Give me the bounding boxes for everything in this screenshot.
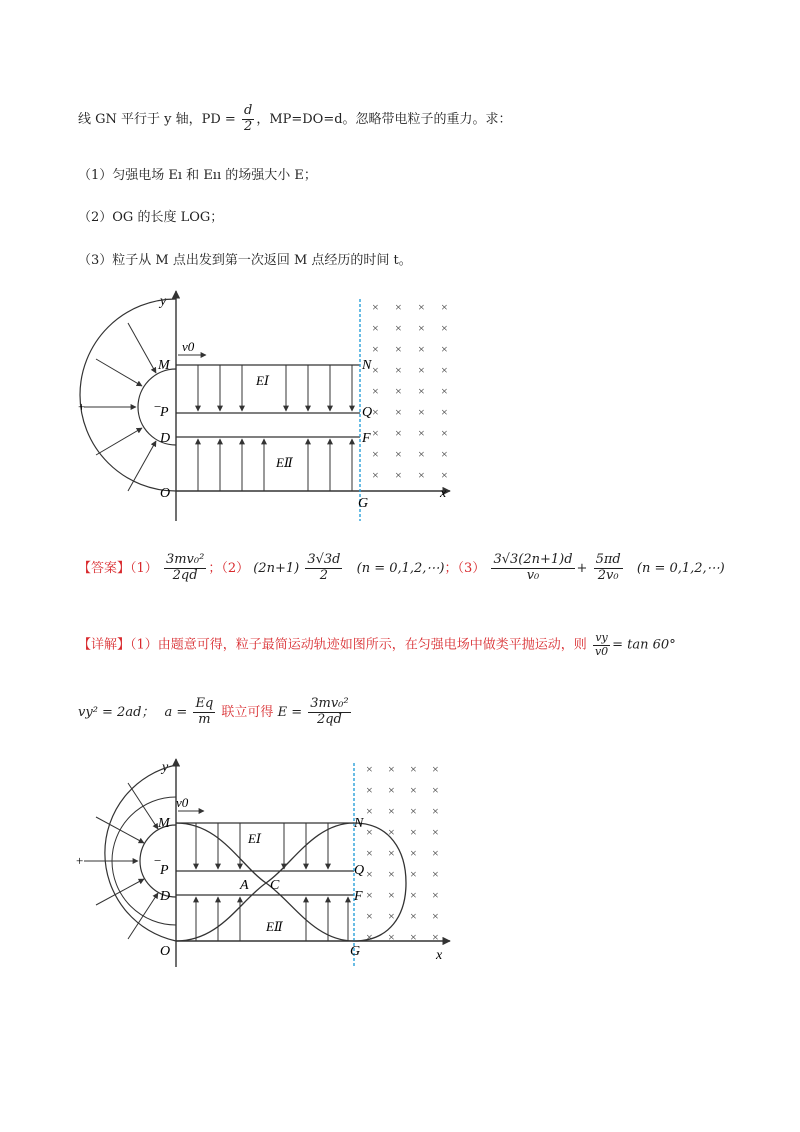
cross-mark: ×: [410, 783, 417, 797]
cross-mark: ×: [410, 846, 417, 860]
cross-mark: ×: [410, 909, 417, 923]
cross-mark: ×: [388, 825, 395, 839]
answer-1-fraction: $\frac{\text{3mv₀²}}{2qd}$: [165, 552, 205, 583]
cross-mark: ×: [395, 447, 402, 461]
plus-sign-2: +: [76, 853, 84, 868]
e1-label: EⅠ: [256, 373, 270, 388]
minus-sign-2: −: [154, 853, 162, 868]
cross-mark: ×: [418, 468, 425, 482]
cross-mark: ×: [388, 783, 395, 797]
cross-mark: ×: [432, 888, 439, 902]
x-label-2: x: [436, 948, 443, 963]
cross-mark: ×: [372, 384, 379, 398]
y-label-2: y: [162, 760, 169, 775]
label-n-2: N: [354, 816, 364, 831]
cross-mark: ×: [366, 930, 373, 944]
cross-mark: ×: [388, 867, 395, 881]
label-m: M: [158, 358, 170, 373]
cross-mark: ×: [388, 909, 395, 923]
cross-mark: ×: [410, 867, 417, 881]
magnetic-field-crosses-2: [366, 762, 439, 944]
label-q-2: Q: [354, 863, 365, 878]
e2-field: [198, 439, 352, 491]
cross-mark: ×: [410, 888, 417, 902]
cross-mark: ×: [388, 804, 395, 818]
radial-field-2: [84, 783, 158, 939]
question-intro: 线 GN 平行于 y 轴，PD = $\frac{d}{2}$ ，MP=DO=d。忽略带电粒子的重力。求：: [78, 103, 512, 134]
cross-mark: ×: [432, 846, 439, 860]
cross-mark: ×: [418, 300, 425, 314]
e1-field-2: [196, 823, 328, 869]
e2-label: EⅡ: [276, 455, 293, 470]
label-d-2: D: [160, 889, 171, 904]
cross-mark: ×: [366, 825, 373, 839]
cross-mark: ×: [395, 342, 402, 356]
answer-2-fraction: $\frac{3√3d}{2}$: [307, 552, 341, 583]
label-n: N: [362, 358, 372, 373]
label-a: A: [240, 878, 249, 893]
cross-mark: ×: [366, 783, 373, 797]
cross-mark: ×: [395, 405, 402, 419]
label-p-2: P: [160, 863, 169, 878]
cross-mark: ×: [432, 867, 439, 881]
v0-label-2: v0: [176, 795, 189, 810]
cross-mark: ×: [441, 405, 448, 419]
cross-mark: ×: [366, 804, 373, 818]
cross-mark: ×: [388, 762, 395, 776]
cross-mark: ×: [441, 300, 448, 314]
cross-mark: ×: [372, 321, 379, 335]
cross-mark: ×: [372, 342, 379, 356]
cross-mark: ×: [418, 321, 425, 335]
label-f: F: [362, 431, 371, 446]
velocity-ratio: $\frac{vy}{v0}$: [594, 631, 609, 658]
label-g: G: [358, 496, 369, 511]
field-fraction: $\frac{\text{3mv₀²}}{2qd}$: [310, 696, 349, 727]
label-d: D: [160, 431, 171, 446]
outer-arc: [80, 299, 176, 491]
cross-mark: ×: [372, 405, 379, 419]
label-f-2: F: [354, 889, 363, 904]
cross-mark: ×: [372, 363, 379, 377]
x-label: x: [440, 486, 447, 501]
cross-mark: ×: [432, 783, 439, 797]
cross-mark: ×: [432, 804, 439, 818]
cross-mark: ×: [388, 888, 395, 902]
cross-mark: ×: [441, 447, 448, 461]
cross-mark: ×: [372, 468, 379, 482]
explanation-line-1: 【详解】（1）由题意可得，粒子最简运动轨迹如图所示，在匀强电场中做类平抛运动，则 $\frac{vy}{v0}$ = tan 60°: [78, 631, 676, 658]
cross-mark: ×: [366, 888, 373, 902]
radial-field: [84, 323, 156, 491]
cross-mark: ×: [388, 846, 395, 860]
cross-mark: ×: [418, 342, 425, 356]
particle-trajectory: [176, 823, 406, 941]
cross-mark: ×: [418, 363, 425, 377]
v0-label: v0: [182, 339, 195, 354]
cross-mark: ×: [395, 363, 402, 377]
cross-mark: ×: [366, 867, 373, 881]
cross-mark: ×: [432, 825, 439, 839]
figure-2: [70, 755, 470, 970]
cross-mark: ×: [372, 300, 379, 314]
answer-3-fraction-a: $\frac{3√3(2n+1)d}{\text{v₀}}$: [493, 552, 573, 583]
question-1: （1）匀强电场 Eı 和 Eıı 的场强大小 E；: [78, 168, 317, 183]
cross-mark: ×: [418, 426, 425, 440]
pd-fraction: $\frac{d}{2}$: [243, 103, 253, 134]
explanation-line-2: vy² = 2ad； a = $\frac{Eq}{m}$ 联立可得 E = $\frac{\text{3mv₀²}}{2qd}$: [78, 696, 349, 727]
e1-field: [198, 365, 352, 411]
cross-mark: ×: [366, 909, 373, 923]
cross-mark: ×: [418, 384, 425, 398]
cross-mark: ×: [410, 762, 417, 776]
cross-mark: ×: [418, 405, 425, 419]
answer-3-fraction-b: $\frac{5\pi d}{\text{2v₀}}$: [595, 552, 621, 583]
label-g-2: G: [350, 944, 361, 959]
cross-mark: ×: [432, 762, 439, 776]
question-3: （3）粒子从 M 点出发到第一次返回 M 点经历的时间 t。: [78, 253, 412, 268]
cross-mark: ×: [441, 321, 448, 335]
cross-mark: ×: [395, 426, 402, 440]
cross-mark: ×: [410, 930, 417, 944]
label-p: P: [160, 405, 169, 420]
cross-mark: ×: [395, 468, 402, 482]
cross-mark: ×: [432, 930, 439, 944]
label-m-2: M: [158, 816, 170, 831]
label-q: Q: [362, 405, 373, 420]
cross-mark: ×: [372, 426, 379, 440]
cross-mark: ×: [388, 930, 395, 944]
label-c: C: [270, 878, 280, 893]
minus-sign: −: [154, 399, 162, 414]
y-label: y: [160, 294, 167, 309]
cross-mark: ×: [410, 825, 417, 839]
question-2: （2）OG 的长度 LOG；: [78, 210, 224, 225]
cross-mark: ×: [395, 384, 402, 398]
label-o: O: [160, 486, 171, 501]
cross-mark: ×: [366, 762, 373, 776]
cross-mark: ×: [441, 468, 448, 482]
cross-mark: ×: [441, 384, 448, 398]
magnetic-field-crosses: [372, 300, 448, 482]
cross-mark: ×: [372, 447, 379, 461]
cross-mark: ×: [441, 363, 448, 377]
cross-mark: ×: [418, 447, 425, 461]
acceleration-fraction: $\frac{Eq}{m}$: [195, 696, 214, 727]
e2-label-2: EⅡ: [266, 919, 283, 934]
cross-mark: ×: [410, 804, 417, 818]
cross-mark: ×: [366, 846, 373, 860]
cross-mark: ×: [441, 342, 448, 356]
cross-mark: ×: [441, 426, 448, 440]
e1-label-2: EⅠ: [248, 831, 262, 846]
figure-1: [70, 285, 470, 525]
cross-mark: ×: [432, 909, 439, 923]
answer-line: 【答案】（1） $\frac{\text{3mv₀²}}{2qd}$ ；（2） (2n+1) $\frac{3√3d}{2}$ (n = 0,1,2,⋯)；（3） $\frac{3√3(2n+1)d}{\text{v₀}}$ + $\frac{5\pi d}{\text{2v₀}}$ (n = 0,1,2,⋯): [78, 552, 725, 583]
plus-sign: +: [78, 399, 86, 414]
cross-mark: ×: [395, 321, 402, 335]
cross-mark: ×: [395, 300, 402, 314]
label-o-2: O: [160, 944, 171, 959]
